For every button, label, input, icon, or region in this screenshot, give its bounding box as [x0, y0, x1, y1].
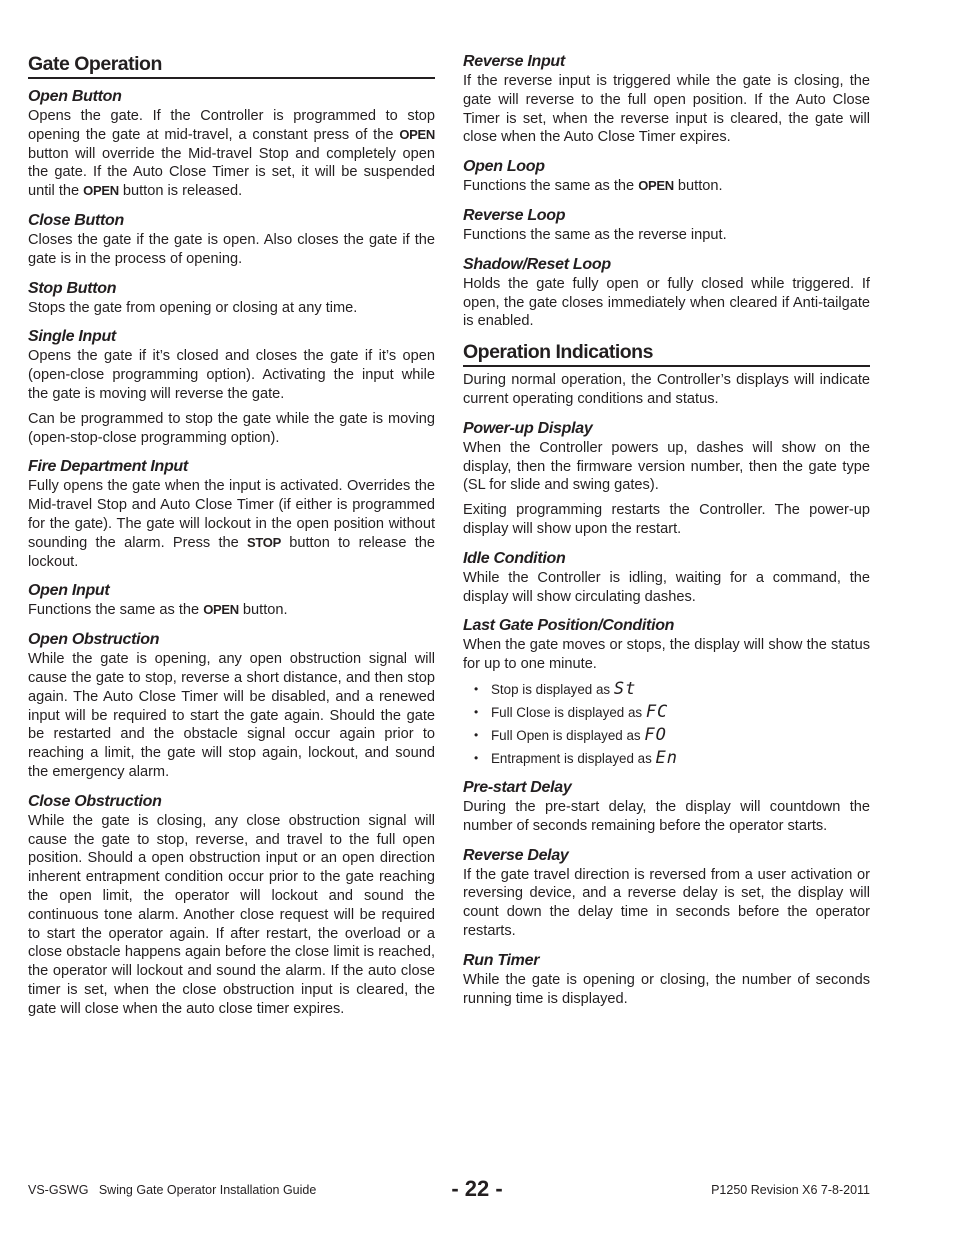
open-obstruction-text: While the gate is opening, any open obstruction signal will cause the gate to stop, reverse a short distance, and then stop again. The Auto Close Timer will be disabled, and a renewed input will be required to start the gate again. Should the gate be restarted and the obstacle signal occur again prior to reaching a limit, the gate will stop again, lockout, and sound the emergency alarm. [28, 651, 435, 780]
heading-shadow-reset-loop: Shadow/Reset Loop [463, 255, 611, 273]
open-button-text [28, 107, 435, 201]
reverse-input-text: If the reverse input is triggered while the gate is closing, the gate will reverse to the full open position. If the Auto Close Timer is set, when the reverse input is cleared, the gate will close when the Auto Close Timer expires. [463, 73, 870, 146]
heading-open-input: Open Input [28, 582, 110, 600]
left-column [28, 52, 435, 1018]
display-code: FO [644, 724, 667, 745]
close-button-text: Closes the gate if the gate is open. Also closes the gate if the gate is in the process of opening. [28, 231, 435, 267]
heading-pre-start-delay: Pre-start Delay [463, 778, 572, 796]
heading-open-button: Open Button [28, 88, 122, 105]
heading-reverse-loop: Reverse Loop [463, 206, 566, 224]
operation-indications-intro: During normal operation, the Controller’s displays will indicate current operating conditions and status. [463, 372, 870, 407]
single-input-text-2: Can be programmed to stop the gate while the gate is moving (open-stop-close programming option). [28, 410, 435, 446]
reverse-delay-text: If the gate travel direction is reversed from a user activation or reversing device, and a reverse delay is set, the display will count down the delay time in seconds before the operator restarts. [463, 866, 870, 939]
section-title-operation-indications: Operation Indications [463, 340, 870, 367]
reverse-loop-text: Functions the same as the reverse input. [463, 226, 727, 243]
single-input-text-1: Opens the gate if it’s closed and closes the gate if it’s open (open-close programming option). Activating the input while the gate is moving will reverse the gate. [28, 348, 435, 402]
section-title-gate-operation: Gate Operation [28, 52, 435, 79]
text-run: Functions the same as the [463, 178, 639, 195]
heading-reverse-delay: Reverse Delay [463, 846, 569, 864]
heading-power-up-display: Power-up Display [463, 419, 593, 437]
text-run: button will override the Mid-travel Stop and completely open the gate. If the Auto Close Timer is set, it will be suspended until the [28, 145, 435, 200]
heading-reverse-input: Reverse Input [463, 53, 565, 70]
list-item [463, 724, 870, 747]
keyword-open: OPEN [83, 183, 119, 199]
display-code: FC [645, 701, 669, 722]
list-item-label: Stop is displayed as [491, 681, 614, 697]
text-run: Functions the same as the [28, 602, 204, 619]
run-timer-text: While the gate is opening or closing, the number of seconds running time is displayed. [463, 971, 870, 1007]
list-item [463, 747, 870, 770]
footer-doc-title: VS-GSWG Swing Gate Operator Installation Guide [28, 1183, 317, 1197]
last-gate-position-text: When the gate moves or stops, the display will show the status for up to one minute. [463, 637, 870, 673]
heading-idle-condition: Idle Condition [463, 549, 566, 567]
text-run: button is released. [118, 183, 243, 200]
page-number: - 22 - [451, 1176, 503, 1201]
keyword-open: OPEN [399, 126, 435, 142]
list-item-label: Full Close is displayed as [491, 704, 646, 720]
footer-revision: P1250 Revision X6 7-8-2011 [711, 1183, 870, 1197]
list-item-label: Full Open is displayed as [491, 727, 645, 743]
text-run: Fully opens the gate when the input is activated. Overrides the Mid-travel Stop and Auto Close Timer (if either is programmed for the gate). The gate will lockout in the open position without sounding the alarm. Press the [28, 478, 435, 551]
open-input-text [28, 601, 435, 620]
keyword-open: OPEN [203, 602, 239, 618]
stop-button-text: Stops the gate from opening or closing at any time. [28, 299, 358, 316]
heading-fire-department-input: Fire Department Input [28, 458, 188, 476]
text-run: button to release the lockout. [28, 534, 435, 570]
power-up-text-2: Exiting programming restarts the Controller. The power-up display will show upon the restart. [463, 502, 870, 537]
list-item [463, 701, 870, 724]
list-item-label: Entrapment is displayed as [491, 750, 656, 766]
heading-last-gate-position: Last Gate Position/Condition [463, 617, 675, 635]
keyword-open: OPEN [638, 178, 674, 194]
text-run: button. [238, 602, 288, 619]
fire-input-text [28, 477, 435, 571]
text-run: Opens the gate. If the Controller is programmed to stop opening the gate at mid-travel, a constant press of the [28, 108, 435, 143]
heading-close-button: Close Button [28, 211, 124, 229]
display-code: St [613, 678, 637, 699]
display-code: En [655, 747, 678, 768]
power-up-text-1: When the Controller powers up, dashes will show on the display, then the firmware version number, then the gate type (SL for slide and swing gates). [463, 439, 870, 494]
heading-single-input: Single Input [28, 328, 116, 346]
close-obstruction-text: While the gate is closing, any close obstruction signal will cause the gate to stop, reverse, and travel to the full open position. Should a open obstruction input or an open direction inherent entrapment condition occur prior to the gate reaching the open limit, the operator will lockout and sound the continuous tone alarm. Another close request will be required to start the operator again. If after restart, the overload or a close obstacle happens again before the close limit is reached, the operator will lockout and sound the alarm. If the auto close timer is set, when the close obstruction input is cleared, the gate will close when the auto close timer expires. [28, 812, 435, 1017]
text-run: button. [673, 178, 723, 195]
heading-stop-button: Stop Button [28, 279, 117, 297]
heading-close-obstruction: Close Obstruction [28, 792, 162, 810]
heading-open-obstruction: Open Obstruction [28, 631, 160, 649]
keyword-stop: STOP [247, 534, 281, 550]
heading-open-loop: Open Loop [463, 158, 545, 176]
idle-condition-text: While the Controller is idling, waiting for a command, the display will show circulating dashes. [463, 569, 870, 605]
open-loop-text [463, 177, 870, 196]
status-code-list [463, 678, 870, 770]
heading-run-timer: Run Timer [463, 951, 540, 969]
shadow-loop-text: Holds the gate fully open or fully closed while triggered. If open, the gate closes immediately when cleared if Anti-tailgate is enabled. [463, 275, 870, 330]
right-column [463, 52, 870, 1008]
pre-start-delay-text: During the pre-start delay, the display will countdown the number of seconds remaining before the operator starts. [463, 798, 870, 834]
list-item [463, 678, 870, 701]
